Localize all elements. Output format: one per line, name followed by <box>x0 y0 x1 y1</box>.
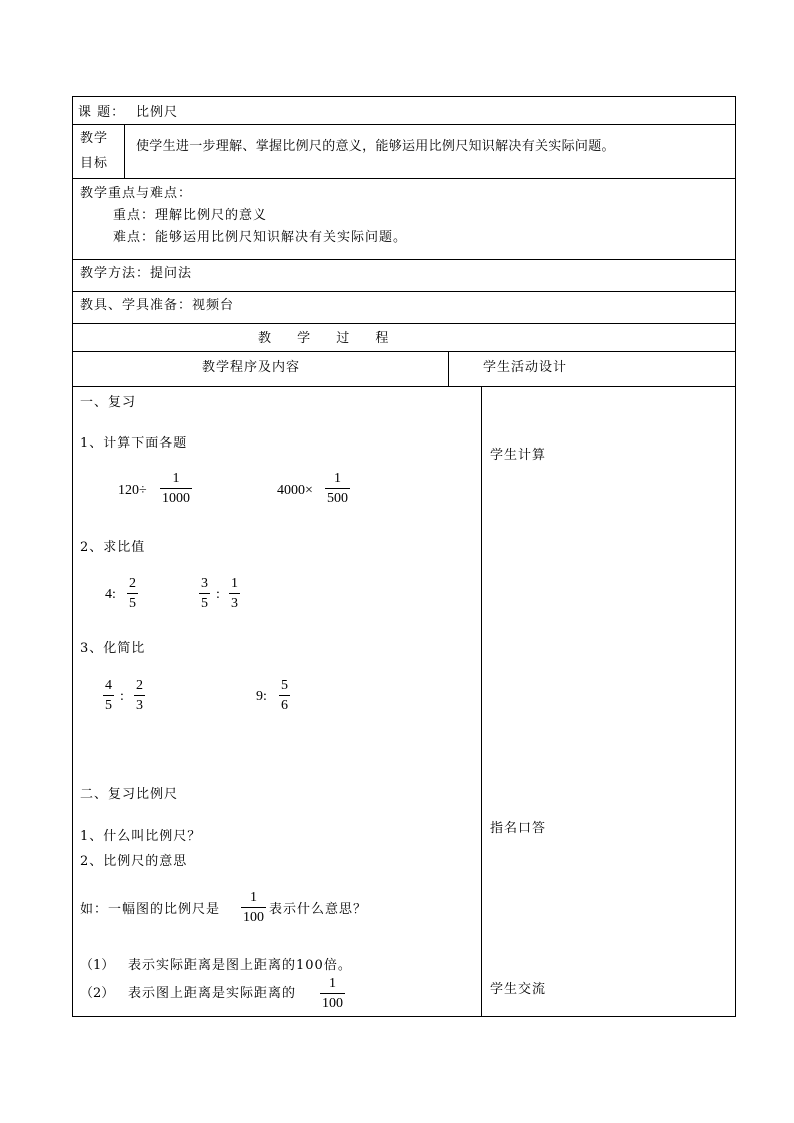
fraction-numerator: 2 <box>129 576 136 591</box>
activity-1: 学生计算 <box>490 448 547 463</box>
example-fraction <box>241 890 266 925</box>
row-divider <box>72 178 736 179</box>
answer-2-fraction <box>320 976 345 1011</box>
fraction-numerator: 1 <box>172 471 180 486</box>
activity-2: 指名口答 <box>490 821 547 836</box>
column-header-divider <box>448 351 449 386</box>
section1-question1: 1、计算下面各题 <box>80 436 188 451</box>
fraction-numerator: 1 <box>250 890 257 905</box>
fraction-numerator: 3 <box>201 576 208 591</box>
column-header-content: 教学程序及内容 <box>202 360 301 375</box>
fraction-numerator: 1 <box>231 576 238 591</box>
fraction-numerator: 4 <box>105 678 112 693</box>
difficulty: 难点：能够运用比例尺知识解决有关实际问题。 <box>113 230 408 245</box>
fraction-denominator: 5 <box>201 596 208 611</box>
ratio-1-prefix: 4: <box>105 587 116 602</box>
key-point: 重点：理解比例尺的意义 <box>113 208 268 223</box>
process-title: 教 学 过 程 <box>258 331 391 346</box>
row-divider <box>72 259 736 260</box>
fraction-numerator: 1 <box>334 471 341 486</box>
answer-2-text: 表示图上距离是实际距离的 <box>128 986 297 1001</box>
teaching-tools: 教具、学具准备：视频台 <box>80 298 235 313</box>
example-suffix: 表示什么意思？ <box>269 902 368 917</box>
simplify-2-fraction <box>279 678 290 713</box>
fraction-denominator: 3 <box>231 596 238 611</box>
ratio-2-fraction-right <box>229 576 240 611</box>
row-divider <box>72 124 736 125</box>
simplify-1-separator: : <box>120 689 124 704</box>
fraction-numerator: 1 <box>329 976 336 991</box>
simplify-1-fraction-right <box>134 678 145 713</box>
teaching-method: 教学方法：提问法 <box>80 266 193 281</box>
ratio-2-separator: : <box>216 587 220 602</box>
fraction-numerator: 2 <box>136 678 143 693</box>
fraction-denominator: 100 <box>322 996 343 1011</box>
goal-label-line2: 目标 <box>80 156 109 171</box>
fraction-denominator: 1000 <box>162 491 190 506</box>
row-divider <box>72 291 736 292</box>
simplify-2-prefix: 9: <box>256 689 267 704</box>
simplify-1-fraction-left <box>103 678 114 713</box>
answer-1-text: 表示实际距离是图上距离的100倍。 <box>128 958 352 973</box>
answer-1-number: （1） <box>80 958 115 973</box>
section2-question1: 1、什么叫比例尺？ <box>80 829 202 844</box>
example-prefix: 如：一幅图的比例尺是 <box>80 902 221 917</box>
expression-1-prefix: 120÷ <box>118 483 147 498</box>
ratio-2-fraction-left <box>199 576 210 611</box>
column-header-activities: 学生活动设计 <box>483 360 568 375</box>
section1-question2: 2、求比值 <box>80 540 146 555</box>
fraction-numerator: 5 <box>281 678 288 693</box>
topic-value: 比例尺 <box>136 105 179 120</box>
fraction-denominator: 5 <box>129 596 136 611</box>
topic-label: 课 题： <box>78 105 126 120</box>
fraction-denominator: 5 <box>105 698 112 713</box>
fraction-denominator: 100 <box>243 910 264 925</box>
ratio-1-fraction <box>127 576 138 611</box>
expression-1-fraction <box>160 471 192 506</box>
goal-label-line1: 教学 <box>80 131 109 146</box>
fraction-denominator: 500 <box>327 491 348 506</box>
fraction-denominator: 3 <box>136 698 143 713</box>
section2-question2: 2、比例尺的意思 <box>80 854 188 869</box>
keypoints-title: 教学重点与难点： <box>80 186 193 201</box>
content-column-divider <box>481 386 482 1017</box>
goal-label-divider <box>124 124 125 178</box>
row-divider <box>72 386 736 387</box>
activity-3: 学生交流 <box>490 982 547 997</box>
fraction-denominator: 6 <box>281 698 288 713</box>
answer-2-number: （2） <box>80 986 115 1001</box>
goal-text: 使学生进一步理解、掌握比例尺的意义，能够运用比例尺知识解决有关实际问题。 <box>136 139 615 154</box>
section1-question3: 3、化简比 <box>80 641 146 656</box>
expression-2-prefix: 4000× <box>277 483 313 498</box>
row-divider <box>72 323 736 324</box>
expression-2-fraction <box>325 471 350 506</box>
section1-title: 一、复习 <box>80 395 137 410</box>
section2-title: 二、复习比例尺 <box>80 787 179 802</box>
row-divider <box>72 351 736 352</box>
